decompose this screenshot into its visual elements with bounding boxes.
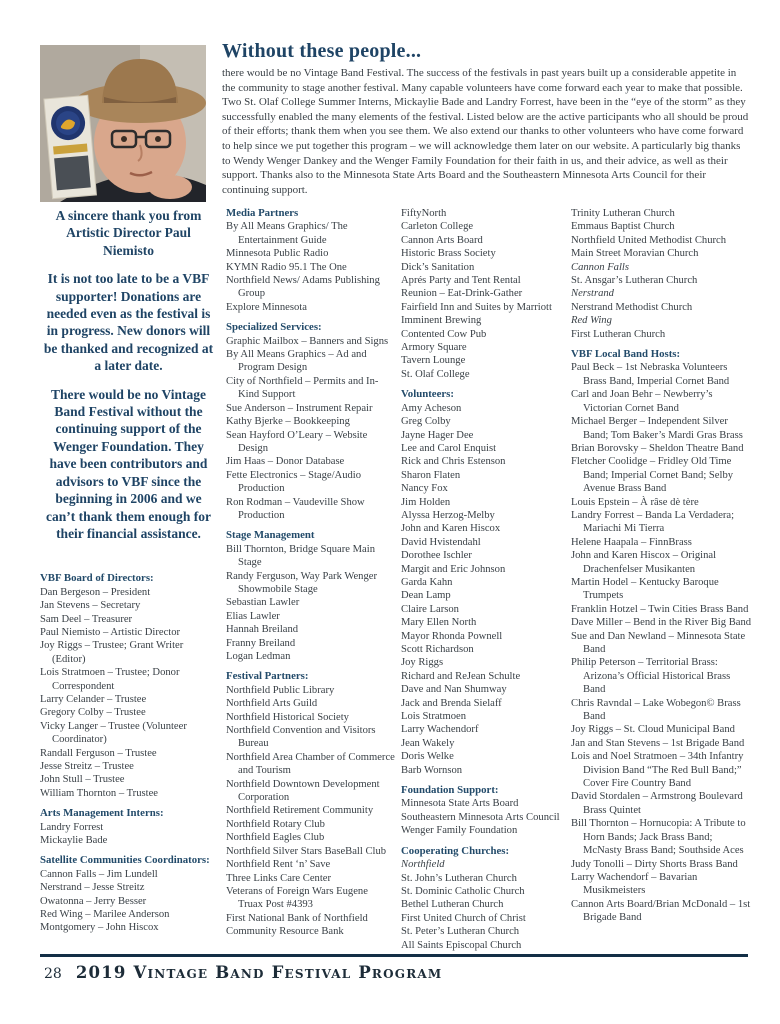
list-item: Northfield Eagles Club bbox=[226, 832, 325, 844]
section-festival-partners bbox=[226, 670, 395, 938]
list-item: Joy Riggs – St. Cloud Municipal Band bbox=[571, 724, 735, 736]
section-heading: Arts Management Interns: bbox=[40, 807, 164, 820]
list-item: Tavern Lounge bbox=[401, 355, 466, 367]
list-item: Kathy Bjerke – Bookkeeping bbox=[226, 416, 350, 428]
list-item: Lois and Noel Stratmoen – 34th Infantry Division Band “The Red Bull Band;” Cover Fire Country Band bbox=[571, 751, 744, 790]
section-stage-management bbox=[226, 529, 395, 663]
list-item: Bill Thornton, Bridge Square Main Stage bbox=[226, 543, 375, 569]
list-item: Cannon Falls – Jim Lundell bbox=[40, 868, 158, 880]
list-item: Franklin Hotzel – Twin Cities Brass Band bbox=[571, 603, 749, 615]
list-item: Joy Riggs – Trustee; Grant Writer (Editor) bbox=[40, 640, 184, 665]
list-item: Jan and Stan Stevens – 1st Brigade Band bbox=[571, 737, 745, 749]
list-item: Scott Richardson bbox=[401, 644, 474, 655]
section-festival-partners-continued bbox=[401, 207, 564, 381]
list-item: Contented Cow Pub bbox=[401, 328, 487, 340]
section-media-partners bbox=[226, 207, 395, 314]
section-heading: VBF Local Band Hosts: bbox=[571, 348, 681, 361]
section-churches-continued bbox=[571, 207, 752, 341]
list-item: Nerstrand – Jesse Streitz bbox=[40, 882, 145, 894]
list-item: Dan Bergeson – President bbox=[40, 586, 151, 598]
list-item: Randy Ferguson, Way Park Wenger Showmobile Stage bbox=[226, 570, 378, 595]
list-item: Bill Thornton – Hornucopia: A Tribute to Horn Bands; Jack Brass Band; McNasty Brass Band; Southside Aces bbox=[571, 818, 746, 857]
list-item: David Hvistendahl bbox=[401, 536, 481, 548]
wenger-block: There would be no Vintage Band Festival without the continuing support of the Wenger Foundation. They have been contributors and advisors to VBF since the beginning in 2006 and we can’t thank them enough for their financial assistance. bbox=[45, 386, 211, 541]
list-item: Dave Miller – Bend in the River Big Band bbox=[571, 617, 752, 629]
list-item: Northfield bbox=[401, 859, 445, 871]
board-list bbox=[40, 586, 217, 801]
list-item: FiftyNorth bbox=[401, 208, 447, 219]
list-item: Ron Rodman – Vaudeville Show Production bbox=[226, 496, 365, 521]
section-cooperating-churches bbox=[401, 845, 564, 952]
list-item: Sue and Dan Newland – Minnesota State Band bbox=[571, 630, 746, 655]
list-item: Larry Wachendorf – Bavarian Musikmeisters bbox=[571, 871, 698, 897]
list-item: Lois Stratmoen – Trustee; Donor Correspondent bbox=[40, 667, 180, 692]
list-item: First United Church of Christ bbox=[401, 912, 526, 924]
list-item: John Stull – Trustee bbox=[40, 774, 125, 786]
list-item: Louis Epstein – À râse dè tère bbox=[571, 496, 699, 508]
list-item: Chris Ravndal – Lake Wobegon© Brass Band bbox=[571, 697, 741, 723]
list-item: Rick and Chris Estenson bbox=[401, 456, 506, 468]
list-item: Martin Hodel – Kentucky Baroque Trumpets bbox=[571, 576, 719, 602]
list-item: Northfield Public Library bbox=[226, 684, 335, 696]
list-item: Explore Minnesota bbox=[226, 301, 307, 313]
page-title: Without these people... bbox=[222, 40, 422, 62]
list-item: Armory Square bbox=[401, 342, 467, 354]
list-item: Doris Welke bbox=[401, 751, 454, 763]
donation-block: It is not too late to be a VBF supporter! Donations are needed even as the festival is in progress. New donors will be thanked and recognized at a later date. bbox=[43, 271, 214, 374]
list-item: Larry Wachendorf bbox=[401, 724, 479, 736]
list-item: Jim Haas – Donor Database bbox=[226, 456, 345, 468]
interns-list bbox=[40, 821, 217, 848]
list-item: Barb Wornson bbox=[401, 764, 463, 776]
list-item: Randall Ferguson – Trustee bbox=[40, 747, 157, 759]
section-volunteers bbox=[401, 388, 564, 777]
list-item: By All Means Graphics/ The Entertainment Guide bbox=[226, 221, 348, 246]
list-item: Garda Kahn bbox=[401, 576, 453, 588]
satellite-list bbox=[40, 868, 217, 935]
list-item: Landry Forrest bbox=[40, 821, 104, 833]
section-interns bbox=[40, 807, 217, 847]
list-item: St. Olaf College bbox=[401, 368, 470, 380]
list-item: KYMN Radio 95.1 The One bbox=[226, 261, 347, 273]
intro-paragraph: there would be no Vintage Band Festival. The success of the festivals in past years built up a considerable appetite in the community to stage another festival. Many capable volunteers have come forward each year to make that possible. Two St. Olaf College Summer Interns, Mickaylie Bade and Landry Forrest, have been in the “eye of the storm” as they successfully enabled the many elements of the festival. Listed below are the active participants who all should be proud of their efforts; thank them when you see them. We also extend our thanks to other volunteers who have come forward to help since we put together this program – we will acknowledge them later on our website. A particularly big thanks to Wendy Wenger Dankey and the Wenger Family Foundation for their faith in us, and their advice, as well as their support. Thanks also to the Minnesota State Arts Board and the Southeastern Minnesota Arts Council for their continuing support. bbox=[222, 67, 749, 196]
list-item: Cannon Falls bbox=[571, 261, 629, 273]
list-item: William Thornton – Trustee bbox=[40, 787, 158, 799]
band-hosts-list bbox=[571, 361, 752, 924]
list-item: Graphic Mailbox – Banners and Signs bbox=[226, 335, 389, 347]
list-item: Northfield Silver Stars BaseBall Club bbox=[226, 845, 387, 857]
list-item: Minnesota Public Radio bbox=[226, 248, 329, 260]
list-item: Claire Larson bbox=[401, 603, 459, 615]
festival-partners-list bbox=[226, 684, 395, 939]
volunteers-list bbox=[401, 402, 564, 777]
stage-management-list bbox=[226, 543, 395, 664]
list-item: Aprés Party and Tent Rental bbox=[401, 275, 521, 287]
list-item: First National Bank of Northfield bbox=[226, 912, 368, 924]
list-item: Hannah Breiland bbox=[226, 624, 299, 636]
list-item: Cannon Arts Board bbox=[401, 234, 483, 246]
list-item: Philip Peterson – Territorial Brass: Arizona’s Official Historical Brass Band bbox=[571, 657, 731, 696]
list-item: Main Street Moravian Church bbox=[571, 248, 699, 260]
photo-paul-niemisto bbox=[40, 45, 206, 202]
list-item: First Lutheran Church bbox=[571, 328, 666, 340]
list-item: Paul Beck – 1st Nebraska Volunteers Brass Band, Imperial Cornet Band bbox=[571, 362, 730, 387]
column-partners-services bbox=[226, 207, 395, 952]
list-item: Veterans of Foreign Wars Eugene Truax Post #4393 bbox=[226, 885, 368, 911]
list-item: Michael Berger – Independent Silver Band; Tom Baker’s Mardi Gras Brass bbox=[571, 416, 743, 441]
list-item: Joy Riggs bbox=[401, 657, 444, 669]
list-item: Fette Electronics – Stage/Audio Production bbox=[226, 469, 362, 495]
list-item: Lois Stratmoen bbox=[401, 711, 467, 723]
list-item: Helene Haapala – FinnBrass bbox=[571, 536, 692, 548]
cooperating-churches-list bbox=[401, 858, 564, 952]
list-item: Jean Wakely bbox=[401, 737, 455, 749]
list-item: St. John’s Lutheran Church bbox=[401, 872, 517, 884]
list-item: By All Means Graphics – Ad and Program Design bbox=[226, 349, 367, 374]
list-item: Dave and Nan Shumway bbox=[401, 684, 507, 696]
section-heading: Foundation Support: bbox=[401, 784, 499, 797]
list-item: Northfield Arts Guild bbox=[226, 698, 318, 710]
section-heading: VBF Board of Directors: bbox=[40, 572, 154, 585]
list-item: Northfield Convention and Visitors Bureau bbox=[226, 725, 376, 750]
list-item: Logan Ledman bbox=[226, 651, 291, 662]
list-item: Amy Acheson bbox=[401, 402, 462, 414]
list-item: Northfield Area Chamber of Commerce and Tourism bbox=[226, 751, 395, 777]
list-item: Dick’s Sanitation bbox=[401, 261, 475, 273]
thank-you-block: A sincere thank you from Artistic Director Paul Niemisto bbox=[55, 208, 202, 258]
list-item: Sam Deel – Treasurer bbox=[40, 613, 133, 625]
list-item: Vicky Langer – Trustee (Volunteer Coordinator) bbox=[40, 720, 187, 746]
section-satellite-coordinators bbox=[40, 854, 217, 934]
list-item: Judy Tonolli – Dirty Shorts Brass Band bbox=[571, 858, 738, 870]
list-item: Dean Lamp bbox=[401, 590, 451, 602]
list-item: Fletcher Coolidge – Fridley Old Time Band; Imperial Cornet Band; Selby Avenue Brass Band bbox=[571, 456, 734, 495]
list-item: Carl and Joan Behr – Newberry’s Victorian Cornet Band bbox=[571, 389, 713, 414]
list-item: Paul Niemisto – Artistic Director bbox=[40, 626, 181, 638]
list-item: Landry Forrest – Banda La Verdadera; Mariachi Mi Tierra bbox=[571, 509, 735, 535]
section-heading: Cooperating Churches: bbox=[401, 844, 510, 857]
list-item: Carleton College bbox=[401, 221, 474, 233]
list-item: Mayor Rhonda Pownell bbox=[401, 630, 503, 642]
list-item: Sue Anderson – Instrument Repair bbox=[226, 402, 373, 414]
list-item: Jayne Hager Dee bbox=[401, 429, 474, 441]
list-item: Jack and Brenda Sielaff bbox=[401, 697, 502, 709]
list-item: Community Resource Bank bbox=[226, 926, 344, 938]
list-item: Owatonna – Jerry Besser bbox=[40, 895, 147, 907]
section-heading: Specialized Services: bbox=[226, 321, 322, 334]
column-volunteers bbox=[401, 207, 564, 952]
churches-continued-list bbox=[571, 207, 752, 341]
list-item: Emmaus Baptist Church bbox=[571, 221, 675, 233]
list-item: Lee and Carol Enquist bbox=[401, 442, 497, 454]
list-item: Red Wing – Marilee Anderson bbox=[40, 909, 170, 921]
section-heading: Volunteers: bbox=[401, 388, 454, 401]
foundation-support-list bbox=[401, 797, 564, 837]
list-item: Margit and Eric Johnson bbox=[401, 563, 506, 575]
list-item: St. Peter’s Lutheran Church bbox=[401, 926, 520, 938]
section-heading: Festival Partners: bbox=[226, 670, 309, 683]
list-item: Nerstrand bbox=[571, 288, 614, 300]
list-item: Historic Brass Society bbox=[401, 248, 496, 260]
section-band-hosts bbox=[571, 348, 752, 924]
list-item: Northfield United Methodist Church bbox=[571, 234, 727, 246]
list-item: Northfield Rent ‘n’ Save bbox=[226, 859, 331, 871]
list-item: City of Northfield – Permits and In-Kind Support bbox=[226, 375, 379, 401]
section-foundation-support bbox=[401, 784, 564, 838]
media-partners-list bbox=[226, 220, 395, 314]
page-number: 28 bbox=[44, 966, 62, 982]
column-director-thanks bbox=[40, 207, 217, 952]
list-item: Mary Ellen North bbox=[401, 617, 477, 629]
section-heading: Stage Management bbox=[226, 529, 315, 542]
list-item: Three Links Care Center bbox=[226, 872, 332, 884]
list-item: Sharon Flaten bbox=[401, 469, 461, 481]
list-item: All Saints Episcopal Church bbox=[401, 939, 522, 951]
list-item: Southeastern Minnesota Arts Council bbox=[401, 811, 560, 823]
list-item: Northfield News/ Adams Publishing Group bbox=[226, 275, 380, 300]
list-item: John and Karen Hiscox bbox=[401, 523, 501, 535]
specialized-services-list bbox=[226, 335, 395, 523]
list-item: St. Ansgar’s Lutheran Church bbox=[571, 275, 698, 287]
list-item: Montgomery – John Hiscox bbox=[40, 922, 159, 934]
footer-title: 2019 Vintage Band Festival Program bbox=[75, 963, 443, 982]
section-board-of-directors bbox=[40, 572, 217, 800]
section-heading: Satellite Communities Coordinators: bbox=[40, 854, 210, 867]
list-item: Alyssa Herzog-Melby bbox=[401, 509, 495, 521]
footer-rule bbox=[40, 954, 748, 957]
partners-continued-list bbox=[401, 207, 564, 381]
list-item: Nancy Fox bbox=[401, 483, 448, 495]
section-heading: Media Partners bbox=[226, 207, 299, 219]
list-item: Greg Colby bbox=[401, 416, 451, 428]
list-item: Mickaylie Bade bbox=[40, 835, 108, 847]
list-item: Cannon Arts Board/Brian McDonald – 1st Brigade Band bbox=[571, 898, 751, 924]
director-message bbox=[40, 207, 217, 542]
list-item: Richard and ReJean Schulte bbox=[401, 670, 521, 682]
list-item: Franny Breiland bbox=[226, 637, 296, 649]
list-item: Jim Holden bbox=[401, 496, 451, 508]
list-item: Larry Celander – Trustee bbox=[40, 693, 147, 705]
list-item: David Stordalen – Armstrong Boulevard Brass Quintet bbox=[571, 791, 743, 816]
list-item: St. Dominic Catholic Church bbox=[401, 885, 525, 897]
list-item: Wenger Family Foundation bbox=[401, 825, 518, 837]
column-churches-band-hosts bbox=[571, 207, 752, 952]
list-item: John and Karen Hiscox – Original Drachenfelser Musikanten bbox=[571, 550, 717, 575]
photo-illustration bbox=[40, 45, 206, 202]
list-item: Nerstrand Methodist Church bbox=[571, 301, 693, 313]
list-item: Dorothee Ischler bbox=[401, 550, 472, 562]
list-item: Jan Stevens – Secretary bbox=[40, 600, 141, 612]
list-item: Sebastian Lawler bbox=[226, 597, 300, 609]
list-item: Brian Borovsky – Sheldon Theatre Band bbox=[571, 442, 744, 454]
list-item: Northfield Historical Society bbox=[226, 711, 349, 723]
list-item: Fairfield Inn and Suites by Marriott bbox=[401, 301, 552, 313]
list-item: Northfield Retirement Community bbox=[226, 805, 374, 817]
list-item: Trinity Lutheran Church bbox=[571, 208, 675, 219]
list-item: Imminent Brewing bbox=[401, 315, 482, 327]
list-item: Red Wing bbox=[571, 315, 612, 327]
list-item: Gregory Colby – Trustee bbox=[40, 707, 146, 719]
list-item: Northfield Rotary Club bbox=[226, 818, 325, 830]
list-item: Minnesota State Arts Board bbox=[401, 798, 519, 810]
list-item: Reunion – Eat-Drink-Gather bbox=[401, 288, 523, 300]
footer bbox=[44, 963, 744, 982]
list-item: Bethel Lutheran Church bbox=[401, 899, 504, 911]
list-item: Sean Hayford O’Leary – Website Design bbox=[226, 429, 368, 454]
list-item: Jesse Streitz – Trustee bbox=[40, 761, 134, 772]
list-item: Northfield Downtown Development Corporation bbox=[226, 778, 380, 804]
header bbox=[222, 40, 750, 197]
list-item: Elias Lawler bbox=[226, 610, 280, 622]
section-specialized-services bbox=[226, 321, 395, 522]
content-columns bbox=[40, 207, 752, 952]
